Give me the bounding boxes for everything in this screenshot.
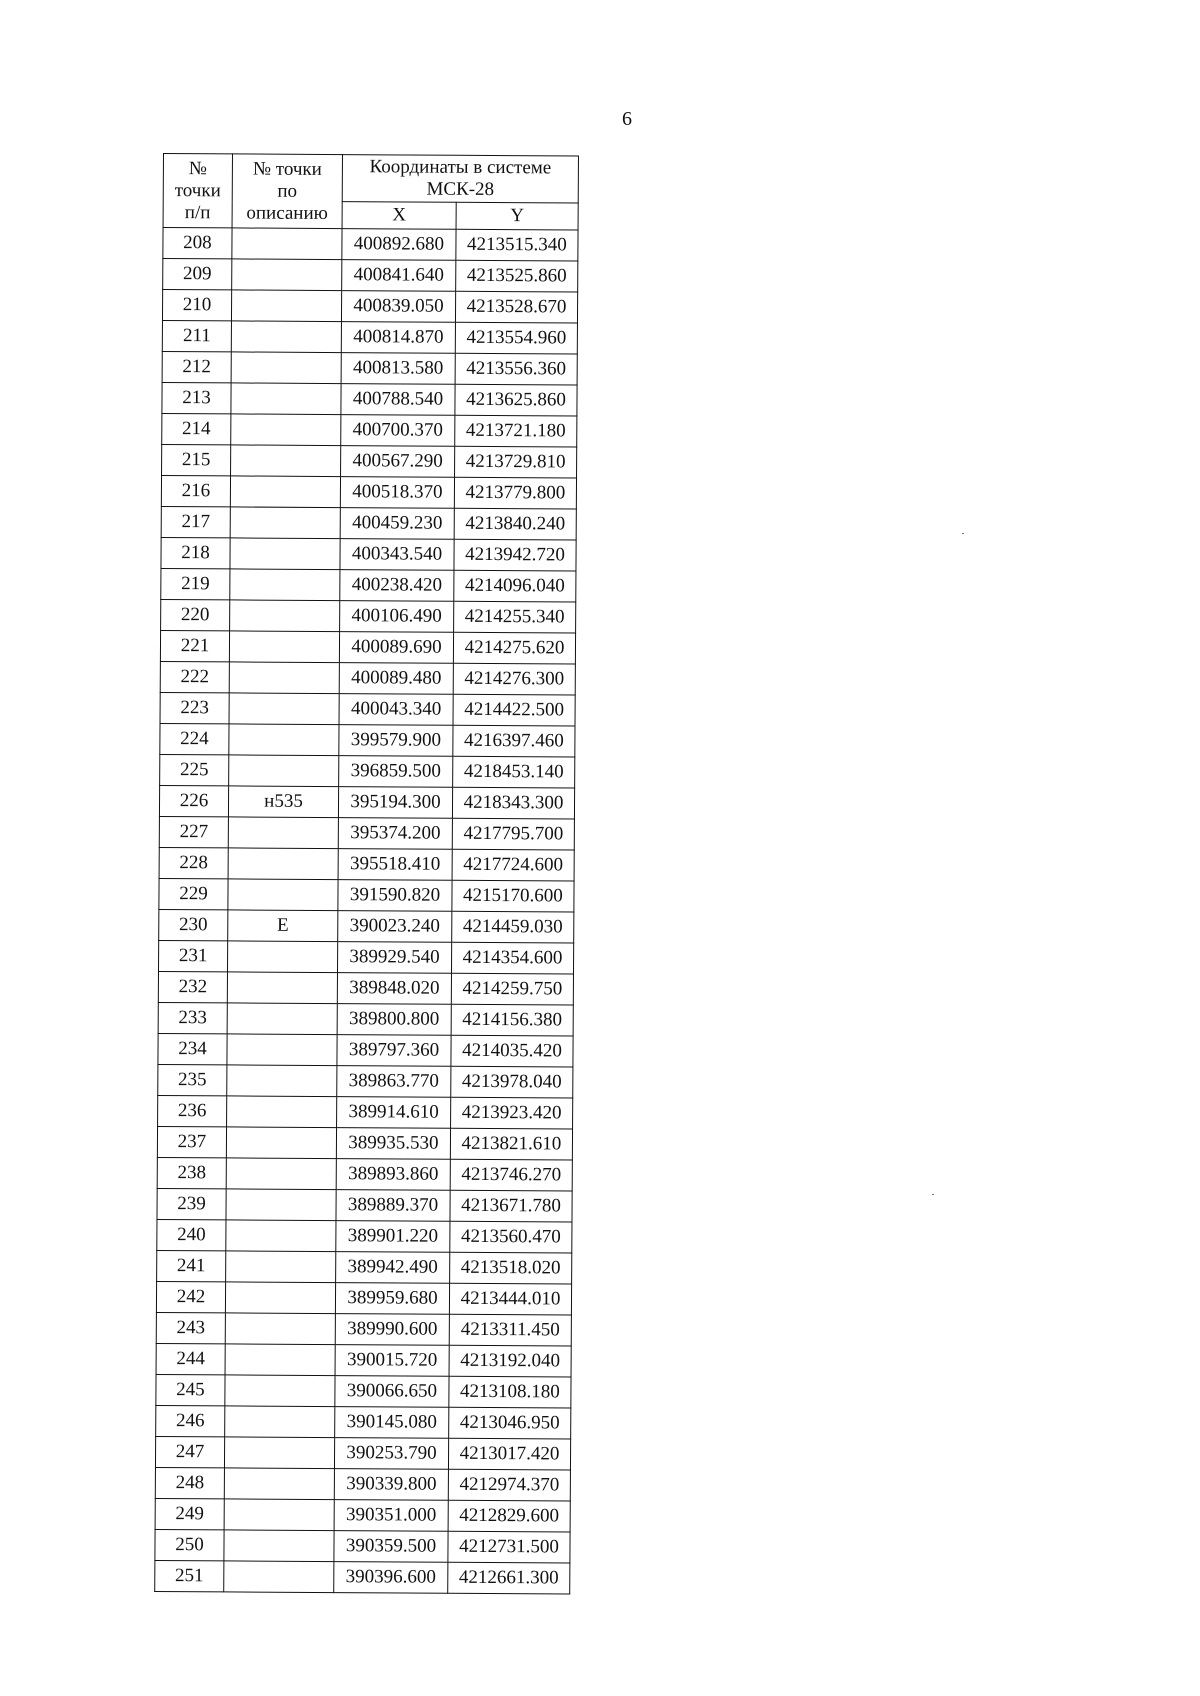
cell-x: 389848.020: [337, 973, 451, 1005]
cell-point-number: 221: [160, 630, 229, 661]
cell-description-point: [224, 1499, 334, 1531]
cell-y: 4213779.800: [454, 477, 576, 509]
cell-x: 400238.420: [340, 570, 454, 602]
cell-y: 4216397.460: [453, 725, 575, 757]
cell-point-number: 245: [156, 1374, 225, 1405]
cell-point-number: 238: [157, 1157, 226, 1188]
header-coordinates-line1: Координаты в системе: [369, 156, 552, 179]
cell-description-point: Е: [228, 910, 338, 942]
cell-y: 4213721.180: [455, 415, 577, 447]
table-row: [160, 754, 575, 788]
cell-description-point: [225, 1406, 335, 1438]
cell-description-point: [224, 1530, 334, 1562]
cell-x: 400788.540: [341, 384, 455, 416]
cell-point-number: 226: [159, 785, 228, 816]
cell-x: 390145.080: [335, 1407, 449, 1439]
cell-point-number: 224: [160, 723, 229, 754]
cell-y: 4214096.040: [454, 570, 576, 602]
cell-description-point: [227, 972, 337, 1004]
table-row: [162, 351, 577, 385]
cell-x: 400106.490: [340, 601, 454, 633]
cell-y: 4213046.950: [449, 1407, 571, 1439]
table-row: [158, 971, 573, 1005]
table-row: [156, 1374, 571, 1408]
cell-y: 4213528.670: [455, 291, 577, 323]
cell-x: 400518.370: [340, 477, 454, 509]
cell-point-number: 236: [158, 1095, 227, 1126]
header-y: Y: [456, 202, 578, 230]
table-row: [156, 1343, 571, 1377]
cell-y: 4215170.600: [452, 880, 574, 912]
table-row: [159, 847, 574, 881]
table-row: [156, 1281, 571, 1315]
table-row: [159, 785, 574, 819]
cell-description-point: [230, 600, 340, 632]
cell-description-point: [224, 1437, 334, 1469]
cell-point-number: 244: [156, 1343, 225, 1374]
table-row: [162, 290, 577, 324]
cell-point-number: 242: [156, 1281, 225, 1312]
cell-description-point: [228, 879, 338, 911]
cell-point-number: 243: [156, 1312, 225, 1343]
cell-x: 389893.860: [336, 1159, 450, 1191]
cell-y: 4213746.270: [450, 1159, 572, 1191]
cell-x: 395374.200: [338, 818, 452, 850]
cell-point-number: 234: [158, 1033, 227, 1064]
cell-y: 4214259.750: [451, 973, 573, 1005]
table-row: [160, 661, 575, 695]
cell-y: 4212829.600: [448, 1500, 570, 1532]
scan-speck: [932, 1194, 934, 1195]
cell-y: 4213017.420: [448, 1438, 570, 1470]
cell-description-point: [226, 1251, 336, 1283]
cell-x: 400700.370: [341, 415, 455, 447]
cell-description-point: [231, 290, 341, 322]
cell-description-point: [230, 569, 340, 601]
cell-y: 4214156.380: [451, 1004, 573, 1036]
cell-point-number: 212: [162, 351, 231, 382]
cell-point-number: 231: [159, 940, 228, 971]
cell-y: 4214354.600: [451, 942, 573, 974]
cell-point-number: 223: [160, 692, 229, 723]
cell-description-point: [230, 507, 340, 539]
cell-description-point: [226, 1189, 336, 1221]
header-description-line2: по: [277, 180, 298, 202]
table-row: [161, 506, 576, 540]
cell-point-number: 214: [162, 413, 231, 444]
cell-point-number: 232: [158, 971, 227, 1002]
table-row: [159, 816, 574, 850]
cell-description-point: [225, 1313, 335, 1345]
header-description-line3: описанию: [246, 202, 328, 224]
cell-point-number: 251: [155, 1560, 224, 1591]
header-x: X: [342, 202, 456, 230]
header-point-number: [163, 154, 232, 228]
cell-point-number: 222: [160, 661, 229, 692]
cell-y: 4214276.300: [453, 663, 575, 695]
cell-point-number: 218: [161, 537, 230, 568]
cell-y: 4218453.140: [453, 756, 575, 788]
cell-y: 4213108.180: [449, 1376, 571, 1408]
cell-y: 4214035.420: [451, 1035, 573, 1067]
cell-point-number: 217: [161, 506, 230, 537]
cell-y: 4214255.340: [454, 601, 576, 633]
cell-description-point: [229, 662, 339, 694]
cell-description-point: [226, 1158, 336, 1190]
cell-y: 4212731.500: [448, 1531, 570, 1563]
table-row: [158, 1095, 573, 1129]
cell-x: 400567.290: [341, 446, 455, 478]
cell-x: 400343.540: [340, 539, 454, 571]
cell-x: 390339.800: [334, 1469, 448, 1501]
cell-description-point: н535: [228, 786, 338, 818]
cell-y: 4212661.300: [448, 1562, 570, 1594]
cell-description-point: [227, 1034, 337, 1066]
cell-y: 4213554.960: [455, 322, 577, 354]
cell-description-point: [227, 1096, 337, 1128]
cell-point-number: 247: [155, 1436, 224, 1467]
cell-x: 390066.650: [335, 1376, 449, 1408]
cell-y: 4213942.720: [454, 539, 576, 571]
cell-y: 4214422.500: [453, 694, 575, 726]
cell-point-number: 213: [162, 382, 231, 413]
table-row: [157, 1250, 572, 1284]
cell-x: 400839.050: [341, 291, 455, 323]
table-row: [156, 1405, 571, 1439]
cell-x: 400089.480: [339, 663, 453, 695]
cell-point-number: 249: [155, 1498, 224, 1529]
cell-y: 4213525.860: [456, 260, 578, 292]
cell-y: 4214275.620: [453, 632, 575, 664]
header-description-point: [232, 154, 342, 229]
cell-point-number: 219: [161, 568, 230, 599]
cell-description-point: [231, 445, 341, 477]
cell-x: 391590.820: [338, 880, 452, 912]
table-row: [159, 909, 574, 943]
table-row: [162, 444, 577, 478]
cell-x: 390351.000: [334, 1500, 448, 1532]
table-row: [155, 1467, 570, 1501]
cell-point-number: 239: [157, 1188, 226, 1219]
cell-point-number: 215: [162, 444, 231, 475]
cell-description-point: [230, 538, 340, 570]
cell-y: 4213821.610: [450, 1128, 572, 1160]
cell-x: 400043.340: [339, 694, 453, 726]
cell-description-point: [228, 817, 338, 849]
cell-x: 395194.300: [338, 787, 452, 819]
cell-description-point: [226, 1220, 336, 1252]
cell-x: 390396.600: [334, 1562, 448, 1594]
cell-y: 4217795.700: [452, 818, 574, 850]
cell-point-number: 220: [161, 599, 230, 630]
header-point-number-line2: точки: [174, 179, 221, 201]
cell-y: 4213515.340: [456, 229, 578, 261]
table-row: [155, 1498, 570, 1532]
table-row: [162, 382, 577, 416]
table-row: [159, 878, 574, 912]
cell-description-point: [229, 631, 339, 663]
cell-x: 389935.530: [336, 1128, 450, 1160]
page-number: 6: [622, 108, 632, 130]
cell-description-point: [229, 755, 339, 787]
table-row: [158, 1033, 573, 1067]
table-row: [160, 630, 575, 664]
cell-point-number: 248: [155, 1467, 224, 1498]
table-row: [159, 940, 574, 974]
cell-point-number: 227: [159, 816, 228, 847]
cell-point-number: 225: [160, 754, 229, 785]
header-description-line1: № точки: [252, 158, 322, 180]
cell-y: 4213311.450: [449, 1314, 571, 1346]
cell-x: 389901.220: [336, 1221, 450, 1253]
cell-point-number: 246: [156, 1405, 225, 1436]
cell-x: 389942.490: [336, 1252, 450, 1284]
table-row: [161, 568, 576, 602]
table-row: [161, 537, 576, 571]
cell-description-point: [231, 414, 341, 446]
cell-point-number: 235: [158, 1064, 227, 1095]
cell-y: 4213518.020: [450, 1252, 572, 1284]
cell-x: 396859.500: [339, 756, 453, 788]
cell-x: 390015.720: [335, 1345, 449, 1377]
cell-y: 4213729.810: [455, 446, 577, 478]
cell-x: 390023.240: [338, 911, 452, 943]
cell-point-number: 241: [157, 1250, 226, 1281]
cell-point-number: 216: [161, 475, 230, 506]
table-row: [155, 1560, 570, 1594]
table-row: [155, 1436, 570, 1470]
cell-x: 400813.580: [341, 353, 455, 385]
cell-x: 400814.870: [341, 322, 455, 354]
cell-y: 4218343.300: [452, 787, 574, 819]
header-point-number-line1: №: [188, 157, 208, 179]
cell-point-number: 211: [162, 320, 231, 351]
cell-point-number: 209: [163, 259, 232, 290]
cell-y: 4213560.470: [450, 1221, 572, 1253]
cell-point-number: 228: [159, 847, 228, 878]
cell-y: 4213840.240: [454, 508, 576, 540]
cell-y: 4217724.600: [452, 849, 574, 881]
header-point-number-line3: п/п: [184, 201, 211, 223]
cell-x: 400841.640: [342, 260, 456, 292]
cell-y: 4213444.010: [449, 1283, 571, 1315]
table-row: [156, 1312, 571, 1346]
cell-description-point: [224, 1561, 334, 1593]
scan-speck: [962, 533, 964, 534]
table-row: [157, 1188, 572, 1222]
cell-description-point: [226, 1127, 336, 1159]
cell-description-point: [227, 1065, 337, 1097]
cell-y: 4213923.420: [451, 1097, 573, 1129]
cell-y: 4213625.860: [455, 384, 577, 416]
cell-point-number: 229: [159, 878, 228, 909]
cell-description-point: [231, 352, 341, 384]
cell-x: 389889.370: [336, 1190, 450, 1222]
cell-description-point: [224, 1468, 334, 1500]
cell-x: 389863.770: [337, 1066, 451, 1098]
cell-point-number: 230: [159, 909, 228, 940]
table-row: [157, 1157, 572, 1191]
cell-description-point: [229, 724, 339, 756]
cell-y: 4213556.360: [455, 353, 577, 385]
cell-description-point: [231, 321, 341, 353]
cell-x: 400892.680: [342, 229, 456, 261]
cell-x: 395518.410: [338, 849, 452, 881]
cell-point-number: 210: [162, 290, 231, 321]
table-row: [158, 1064, 573, 1098]
coordinates-table: [154, 153, 579, 1595]
cell-x: 399579.900: [339, 725, 453, 757]
cell-x: 389800.800: [337, 1004, 451, 1036]
cell-point-number: 237: [157, 1126, 226, 1157]
table-row: [163, 259, 578, 293]
cell-point-number: 240: [157, 1219, 226, 1250]
cell-description-point: [228, 848, 338, 880]
cell-x: 389914.610: [337, 1097, 451, 1129]
cell-point-number: 250: [155, 1529, 224, 1560]
header-coordinates: [342, 155, 578, 203]
cell-description-point: [232, 259, 342, 291]
cell-x: 389929.540: [337, 942, 451, 974]
table-row: [157, 1126, 572, 1160]
cell-x: 390359.500: [334, 1531, 448, 1563]
cell-description-point: [227, 1003, 337, 1035]
table-row: [162, 320, 577, 354]
cell-x: 389797.360: [337, 1035, 451, 1067]
table-row: [161, 599, 576, 633]
cell-description-point: [232, 228, 342, 260]
table-row: [160, 723, 575, 757]
table-row: [158, 1002, 573, 1036]
cell-y: 4212974.370: [448, 1469, 570, 1501]
cell-description-point: [225, 1375, 335, 1407]
cell-y: 4213671.780: [450, 1190, 572, 1222]
cell-description-point: [231, 383, 341, 415]
table-row: [162, 413, 577, 447]
cell-x: 400089.690: [339, 632, 453, 664]
header-coordinates-line2: МСК-28: [426, 178, 495, 201]
table-body: [155, 228, 578, 1595]
cell-y: 4213978.040: [451, 1066, 573, 1098]
cell-y: 4213192.040: [449, 1345, 571, 1377]
cell-x: 400459.230: [340, 508, 454, 540]
table-row: [155, 1529, 570, 1563]
table-row: [163, 228, 578, 262]
cell-x: 389959.680: [335, 1283, 449, 1315]
cell-y: 4214459.030: [452, 911, 574, 943]
table-row: [160, 692, 575, 726]
table-row: [157, 1219, 572, 1253]
cell-x: 390253.790: [334, 1438, 448, 1470]
cell-description-point: [225, 1344, 335, 1376]
cell-description-point: [230, 476, 340, 508]
cell-point-number: 233: [158, 1002, 227, 1033]
cell-description-point: [227, 941, 337, 973]
cell-description-point: [229, 693, 339, 725]
table-row: [161, 475, 576, 509]
cell-description-point: [225, 1282, 335, 1314]
cell-x: 389990.600: [335, 1314, 449, 1346]
cell-point-number: 208: [163, 228, 232, 259]
